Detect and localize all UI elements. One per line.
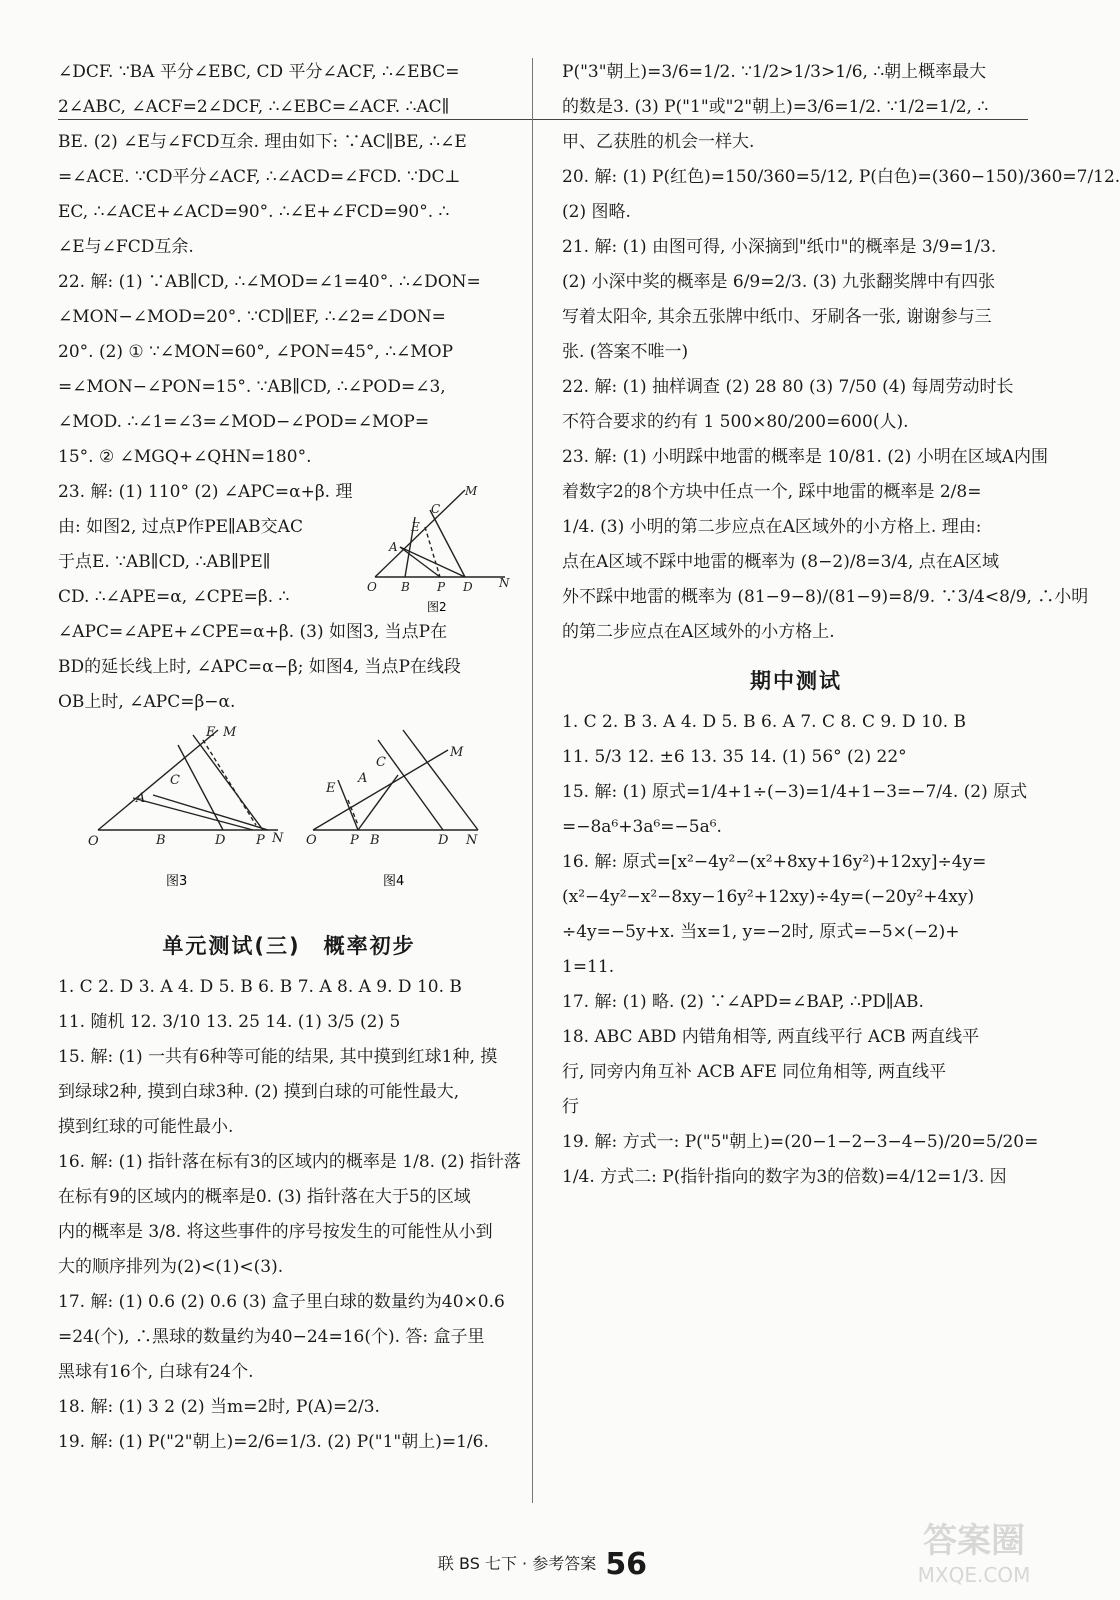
answer-line: 16. 解: (1) 指针落在标有3的区域内的概率是 1/8. (2) 指针落 [58,1152,521,1172]
answer-line: (x²−4y²−x²−8xy−16y²+12xy)÷4y=(−20y²+4xy) [562,887,975,907]
answer-line: 23. 解: (1) 110° (2) ∠APC=α+β. 理 [58,482,353,502]
answer-line: ∠E与∠FCD互余. [58,237,194,257]
figure-4-caption: 图4 [383,874,405,889]
answer-line: 行, 同旁内角互补 ACB AFE 同位角相等, 两直线平 [562,1062,947,1082]
midterm-title: 期中测试 [750,669,842,693]
answer-line: ÷4y=−5y+x. 当x=1, y=−2时, 原式=−5×(−2)+ [562,922,960,942]
answer-line: 黑球有16个, 白球有24个. [58,1362,254,1382]
svg-text:MXQE.COM: MXQE.COM [917,1563,1031,1587]
answer-line: 11. 随机 12. 3/10 13. 25 14. (1) 3/5 (2) 5 [58,1012,401,1032]
svg-text:N: N [466,833,478,848]
svg-text:D: D [438,833,449,848]
answer-line: 16. 解: 原式=[x²−4y²−(x²+8xy+16y²)+12xy]÷4y= [562,852,987,872]
right-answers-part-b [562,705,1039,1195]
answer-line: 11. 5/3 12. ±6 13. 35 14. (1) 56° (2) 22° [562,747,907,767]
answer-line: 1/4. (3) 小明的第二步应点在A区域外的小方格上. 理由: [562,517,982,537]
answer-line: 写着太阳伞, 其余五张牌中纸巾、牙刷各一张, 谢谢参与三 [562,307,992,327]
svg-text:答案圈: 答案圈 [923,1521,1025,1561]
answer-line: =24(个), ∴黑球的数量约为40−24=16(个). 答: 盒子里 [58,1327,485,1347]
answer-line: 19. 解: (1) P("2"朝上)=2/6=1/3. (2) P("1"朝上)=1/6. [58,1432,489,1452]
answer-line: ∠MOD. ∴∠1=∠3=∠MOD−∠POD=∠MOP= [58,412,430,432]
answer-line: 在标有9的区域内的概率是0. (3) 指针落在大于5的区域 [58,1187,471,1207]
svg-text:A: A [358,771,368,786]
answer-line: 大的顺序排列为(2)<(1)<(3). [58,1257,284,1277]
svg-text:P: P [437,580,446,594]
svg-text:A: A [136,791,146,806]
svg-text:C: C [431,502,441,516]
svg-text:N: N [499,576,510,590]
svg-text:E: E [411,520,420,534]
answer-line: 20. 解: (1) P(红色)=150/360=5/12, P(白色)=(360−150)/360=7/12. [562,167,1120,187]
left-column [58,55,520,1460]
figure-3-caption: 图3 [166,874,188,889]
svg-text:M: M [223,725,237,740]
answer-line: 23. 解: (1) 小明踩中地雷的概率是 10/81. (2) 小明在区域A内围 [562,447,1049,467]
svg-text:E: E [326,781,336,796]
svg-text:B: B [401,580,410,594]
answer-line: 21. 解: (1) 由图可得, 小深摘到"纸巾"的概率是 3/9=1/3. [562,237,997,257]
answer-line: 着数字2的8个方块中任点一个, 踩中地雷的概率是 2/8= [562,482,982,502]
svg-text:O: O [367,580,377,594]
svg-text:C: C [170,773,180,788]
answer-line: =∠ACE. ∵CD平分∠ACF, ∴∠ACD=∠FCD. ∵DC⊥ [58,167,461,187]
answer-line: 18. 解: (1) 3 2 (2) 当m=2时, P(A)=2/3. [58,1397,380,1417]
answer-line: 到绿球2种, 摸到白球3种. (2) 摸到白球的可能性最大, [58,1082,460,1102]
right-answers-part-a [562,55,1120,650]
svg-text:P: P [350,833,359,848]
answer-line: 的数是3. (3) P("1"或"2"朝上)=3/6=1/2. ∵1/2=1/2, ∴ [562,97,989,117]
answer-line: =∠MON−∠PON=15°. ∵AB∥CD, ∴∠POD=∠3, [58,377,446,397]
figure-2-diagram [365,485,515,620]
figures-3-4 [58,720,520,915]
answer-line: =−8a⁶+3a⁶=−5a⁶. [562,817,722,837]
answer-line: 的第二步应点在A区域外的小方格上. [562,622,835,642]
answer-line: ∠MON−∠MOD=20°. ∵CD∥EF, ∴∠2=∠DON= [58,307,446,327]
answer-line: 点在A区域不踩中地雷的概率为 (8−2)/8=3/4, 点在A区域 [562,552,1000,572]
answer-line: 摸到红球的可能性最小. [58,1117,234,1137]
footer-label: 联 BS 七下 · 参考答案 [437,1554,597,1573]
watermark-logo [892,1512,1057,1592]
unit-test-3-title: 单元测试(三) 概率初步 [162,934,416,958]
svg-text:M: M [465,484,478,498]
answer-line: 1. C 2. D 3. A 4. D 5. B 6. B 7. A 8. A 9. D 10. B [58,977,462,997]
answer-line: (2) 小深中奖的概率是 6/9=2/3. (3) 九张翻奖牌中有四张 [562,272,996,292]
answer-line: BE. (2) ∠E与∠FCD互余. 理由如下: ∵AC∥BE, ∴∠E [58,132,467,152]
answer-line: CD. ∴∠APE=α, ∠CPE=β. ∴ [58,587,290,607]
answer-line: 外不踩中地雷的概率为 (81−9−8)/(81−9)=8/9. ∵3/4<8/9, ∴小明 [562,587,1089,607]
answer-line: P("3"朝上)=3/6=1/2. ∵1/2>1/3>1/6, ∴朝上概率最大 [562,62,987,82]
answer-line: 不符合要求的约有 1 500×80/200=600(人). [562,412,909,432]
answer-line: ∠APC=∠APE+∠CPE=α+β. (3) 如图3, 当点P在 [58,622,448,642]
svg-text:O: O [88,834,99,849]
answer-line: 甲、乙获胜的机会一样大. [562,132,755,152]
answer-line: ∠DCF. ∵BA 平分∠EBC, CD 平分∠ACF, ∴∠EBC= [58,62,460,82]
answer-line: 内的概率是 3/8. 将这些事件的序号按发生的可能性从小到 [58,1222,493,1242]
answer-line: 行 [562,1097,579,1117]
left-answers-part-b [58,970,520,1460]
svg-text:A: A [389,540,398,554]
page-number: 56 [605,1547,648,1582]
answer-line: OB上时, ∠APC=β−α. [58,692,236,712]
answer-line: 15°. ② ∠MGQ+∠QHN=180°. [58,447,312,467]
svg-text:B: B [156,833,166,848]
answer-line: 22. 解: (1) ∵AB∥CD, ∴∠MOD=∠1=40°. ∴∠DON= [58,272,481,292]
right-column [562,55,1120,1195]
svg-text:O: O [306,833,317,848]
answer-line: 1=11. [562,957,615,977]
answer-line: 17. 解: (1) 0.6 (2) 0.6 (3) 盒子里白球的数量约为40×0.6 [58,1292,505,1312]
answer-line: 18. ABC ABD 内错角相等, 两直线平行 ACB 两直线平 [562,1027,980,1047]
figure-3-4-diagrams [58,720,498,900]
answer-line: 2∠ABC, ∠ACF=2∠DCF, ∴∠EBC=∠ACF. ∴AC∥ [58,97,450,117]
answer-line: 22. 解: (1) 抽样调查 (2) 28 80 (3) 7/50 (4) 每周劳动时长 [562,377,1014,397]
column-divider [532,58,533,1503]
svg-text:E: E [206,725,216,740]
svg-text:D: D [215,833,226,848]
svg-text:C: C [376,755,386,770]
answer-line: 19. 解: 方式一: P("5"朝上)=(20−1−2−3−4−5)/20=5/20= [562,1132,1039,1152]
answer-line: 20°. (2) ① ∵∠MON=60°, ∠PON=45°, ∴∠MOP [58,342,454,362]
answer-line: EC, ∴∠ACE+∠ACD=90°. ∴∠E+∠FCD=90°. ∴ [58,202,450,222]
answer-line: 于点E. ∵AB∥CD, ∴AB∥PE∥ [58,552,271,572]
answer-line: 张. (答案不唯一) [562,342,689,362]
answer-line: 15. 解: (1) 一共有6种等可能的结果, 其中摸到红球1种, 摸 [58,1047,498,1067]
svg-text:N: N [272,831,284,846]
svg-text:B: B [370,833,380,848]
answer-line: 1. C 2. B 3. A 4. D 5. B 6. A 7. C 8. C 9. D 10. B [562,712,966,732]
answer-line: 1/4. 方式二: P(指针指向的数字为3的倍数)=4/12=1/3. 因 [562,1167,1007,1187]
answer-line: 17. 解: (1) 略. (2) ∵∠APD=∠BAP, ∴PD∥AB. [562,992,924,1012]
svg-text:P: P [256,833,265,848]
answer-line: 15. 解: (1) 原式=1/4+1÷(−3)=1/4+1−3=−7/4. (2) 原式 [562,782,1028,802]
answer-line: 由: 如图2, 过点P作PE∥AB交AC [58,517,303,537]
answer-line: (2) 图略. [562,202,631,222]
left-answers-part-a [58,55,520,720]
svg-text:M: M [450,745,464,760]
answer-line: BD的延长线上时, ∠APC=α−β; 如图4, 当点P在线段 [58,657,461,677]
svg-text:D: D [463,580,473,594]
figure-2-caption: 图2 [427,600,447,614]
